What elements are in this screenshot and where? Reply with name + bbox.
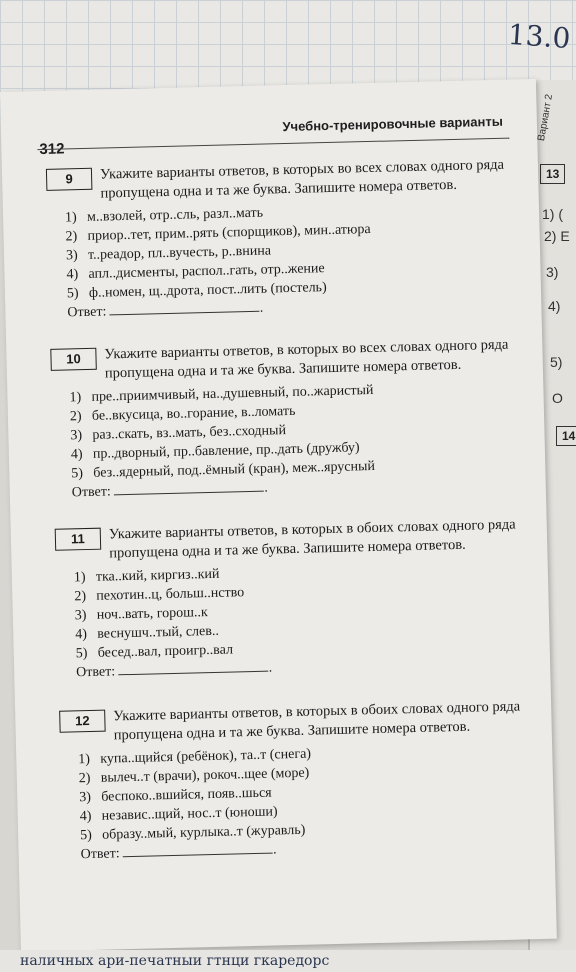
option-item: 3) т..реадор, пл..вучесть, р..внина	[65, 243, 272, 264]
page-number: 312	[39, 140, 65, 159]
option-item: 4) пр..дворный, пр..бавление, пр..дать (дружбу)	[70, 440, 360, 463]
option-item: 3) раз..скать, вз..мать, без..сходный	[70, 423, 287, 444]
task-number-box: 11	[55, 528, 102, 551]
task-10	[50, 335, 524, 503]
option-list	[65, 197, 519, 303]
facing-fragment: 5)	[550, 354, 563, 370]
option-item: 1) м..взолей, отр..сль, разл..мать	[64, 205, 264, 226]
option-item: 4) независ..щий, нос..т (юноши)	[79, 804, 278, 825]
option-item: 5) образу..мый, курлыка..т (журавль)	[80, 822, 306, 844]
option-item: 2) приор..тет, прим..рять (спорщиков), мин..атюра	[65, 221, 371, 245]
task-prompt: Укажите варианты ответов, в которых в обоих словах одного ряда пропущена одна и та же буква. Запишите номера ответов.	[108, 516, 516, 562]
task-12	[59, 697, 533, 865]
task-number-box: 12	[59, 710, 106, 733]
option-item: 1) купа..щийся (ребёнок), та..т (снега)	[78, 746, 312, 768]
option-list	[69, 377, 523, 483]
option-item: 5) без..ядерный, под..ёмный (кран), меж..ярусный	[71, 458, 376, 482]
book-page	[0, 79, 557, 952]
option-item: 3) беспоко..вшийся, появ..шься	[79, 785, 272, 806]
handwritten-note-top: 13.0	[506, 17, 572, 56]
option-item: 2) бе..вкусица, во..горание, в..ломать	[69, 403, 296, 425]
task-number-box: 9	[46, 168, 93, 191]
header-rule	[37, 138, 509, 151]
handwritten-note-bottom: наличных ари-печатныи гтнци гкаредорс	[0, 950, 576, 972]
option-item: 5) бесед..вал, проигр..вал	[75, 642, 234, 662]
facing-fragment: 1) (	[542, 206, 563, 222]
option-item: 2) вылеч..т (врачи), рокоч..щее (море)	[78, 765, 310, 787]
option-item: 1) пре..приимчивый, на..душевный, по..жаристый	[69, 382, 374, 406]
answer-line: Ответ: .	[67, 300, 264, 321]
facing-task-number-box: 13	[540, 164, 565, 184]
option-item: 4) апл..дисменты, распол..гать, отр..жение	[66, 261, 325, 283]
running-head: Учебно-тренировочные варианты	[282, 113, 504, 135]
option-item: 3) ноч..вать, горош..к	[74, 605, 208, 624]
facing-fragment: 4)	[548, 298, 561, 314]
task-prompt: Укажите варианты ответов, в которых во всех словах одного ряда пропущена одна и та же буква. Запишите номера ответов.	[99, 156, 505, 202]
facing-fragment: О	[552, 390, 563, 406]
facing-page-tab: Вариант 2	[536, 93, 556, 142]
option-item: 2) пехотин..ц, больш..нство	[74, 585, 245, 605]
option-item: 4) веснушч..тый, слев..	[75, 623, 220, 643]
facing-task-number-box: 14	[556, 426, 576, 446]
task-number-box: 10	[50, 348, 97, 371]
facing-fragment: 3)	[546, 264, 559, 280]
task-11	[55, 515, 529, 683]
facing-fragment: 2) Е	[544, 228, 570, 244]
option-item: 1) тка..кий, киргиз..кий	[73, 566, 220, 586]
answer-line: Ответ: .	[80, 842, 277, 863]
answer-line: Ответ: .	[71, 480, 268, 501]
task-prompt: Укажите варианты ответов, в которых в обоих словах одного ряда пропущена одна и та же буква. Запишите номера ответов.	[113, 698, 521, 744]
task-9	[46, 155, 520, 323]
option-list	[74, 557, 528, 663]
task-prompt: Укажите варианты ответов, в которых во всех словах одного ряда пропущена одна и та же буква. Запишите номера ответов.	[104, 336, 509, 382]
option-list	[78, 739, 532, 845]
answer-line: Ответ: .	[76, 660, 273, 681]
option-item: 5) ф..номен, щ..дрота, пост..лить (постель)	[66, 280, 327, 302]
